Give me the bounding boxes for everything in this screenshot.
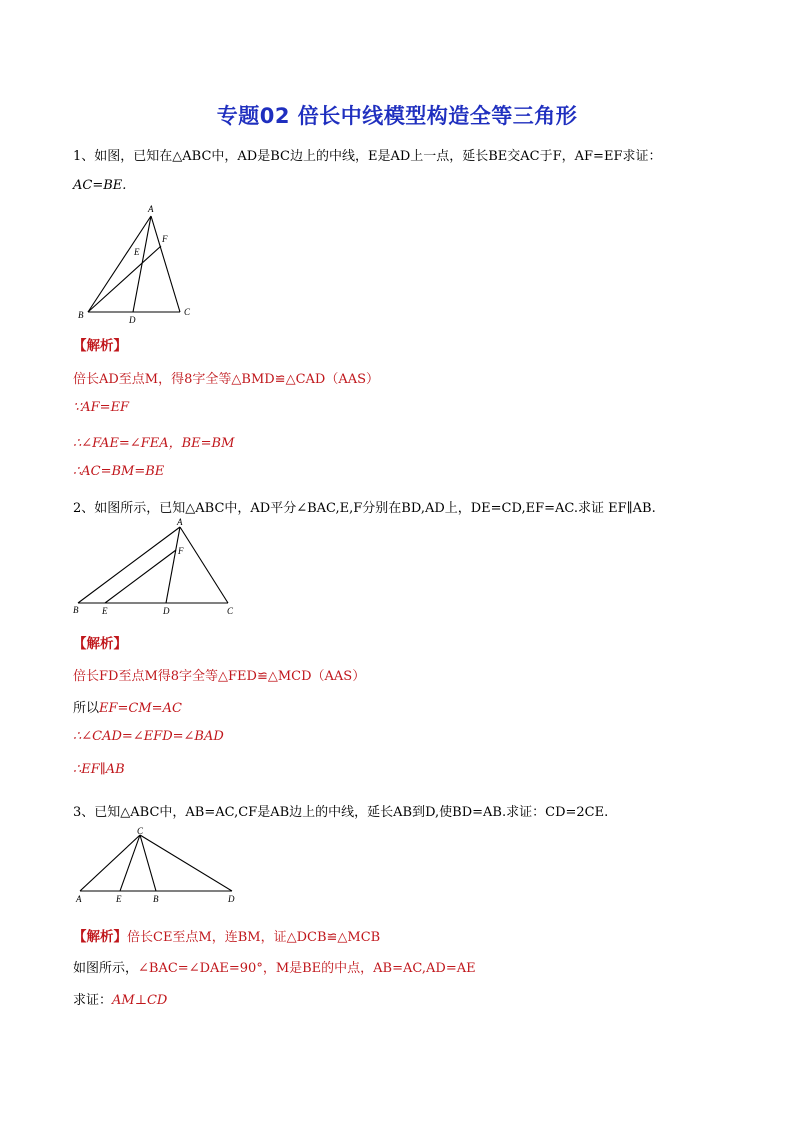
q3-solution: [73, 925, 380, 945]
q3-label-a: A: [76, 894, 82, 904]
q1-label-c: C: [184, 307, 191, 317]
q2-edge-ab: [78, 527, 180, 603]
q2-label-e: E: [102, 606, 108, 616]
q3-step-1: 倍长CE至点M，连BM，证△DCB≌△MCB: [127, 930, 381, 945]
q3-figure: [70, 822, 245, 907]
q3-step-3-text: AM⊥CD: [112, 993, 168, 1008]
q3-step-3: [73, 989, 167, 1008]
q3-step-2: [73, 957, 476, 976]
q3-edge-ca: [80, 835, 140, 891]
q2-label-d: D: [163, 606, 170, 616]
q1-statement-cont: AC=BE.: [73, 178, 127, 193]
q1-label-d: D: [129, 315, 136, 325]
q1-label-b: B: [78, 310, 84, 320]
q2-bisector-ad: [166, 527, 180, 603]
q1-label-e: E: [134, 247, 140, 257]
q2-label-c: C: [227, 606, 234, 616]
q2-step-2: [73, 697, 182, 716]
q3-step-2-text: ∠BAC=∠DAE=90°，M是BE的中点，AB=AC,AD=AE: [138, 961, 476, 976]
q1-label-a: A: [148, 204, 154, 214]
q2-label-f: F: [178, 546, 184, 556]
q2-step-2-prefix: 所以: [73, 701, 100, 716]
q2-label-b: B: [73, 605, 79, 615]
q1-step-3: ∴∠FAE=∠FEA，BE=BM: [73, 436, 235, 451]
q2-step-3: ∴∠CAD=∠EFD=∠BAD: [73, 729, 224, 744]
q3-statement: 3、已知△ABC中，AB=AC,CF是AB边上的中线，延长AB到D,使BD=AB.求证：CD=2CE.: [73, 805, 609, 820]
q1-step-1: 倍长AD至点M，得8字全等△BMD≌△CAD（AAS）: [73, 372, 380, 387]
q3-solution-tag: 【解析】: [73, 929, 127, 945]
q2-step-2-text: EF=CM=AC: [99, 701, 182, 716]
q2-label-a: A: [177, 517, 183, 527]
q2-step-1: 倍长FD至点M得8字全等△FED≌△MCD（AAS）: [73, 669, 366, 684]
q2-solution-tag: 【解析】: [73, 636, 127, 652]
q3-label-c: C: [137, 826, 144, 836]
q1-step-2: ∵AF=EF: [73, 400, 130, 415]
q2-statement: 2、如图所示，已知△ABC中，AD平分∠BAC,E,F分别在BD,AD上，DE=CD,EF=AC.求证 EF∥AB.: [73, 501, 656, 516]
q1-step-4: ∴AC=BM=BE: [73, 464, 165, 479]
q2-figure: [70, 515, 245, 620]
q2-edge-ac: [180, 527, 228, 603]
q2-segment-ef: [105, 550, 176, 603]
q1-statement: 1、如图，已知在△ABC中，AD是BC边上的中线，E是AD上一点，延长BE交AC于F，AF=EF求证：: [73, 149, 662, 164]
q3-label-e: E: [116, 894, 122, 904]
q1-solution-tag: 【解析】: [73, 338, 127, 354]
q1-figure: [70, 200, 200, 325]
q3-step-3-prefix: 求证：: [73, 993, 113, 1008]
page-title: 专题02 倍长中线模型构造全等三角形: [216, 104, 578, 128]
q3-median-ce: [120, 835, 140, 891]
q3-step-2-prefix: 如图所示，: [73, 961, 139, 976]
q1-edge-ac: [151, 216, 180, 312]
q2-step-4: ∴EF∥AB: [73, 762, 125, 777]
q3-label-b: B: [153, 894, 159, 904]
q3-label-d: D: [228, 894, 235, 904]
q1-label-f: F: [162, 234, 168, 244]
